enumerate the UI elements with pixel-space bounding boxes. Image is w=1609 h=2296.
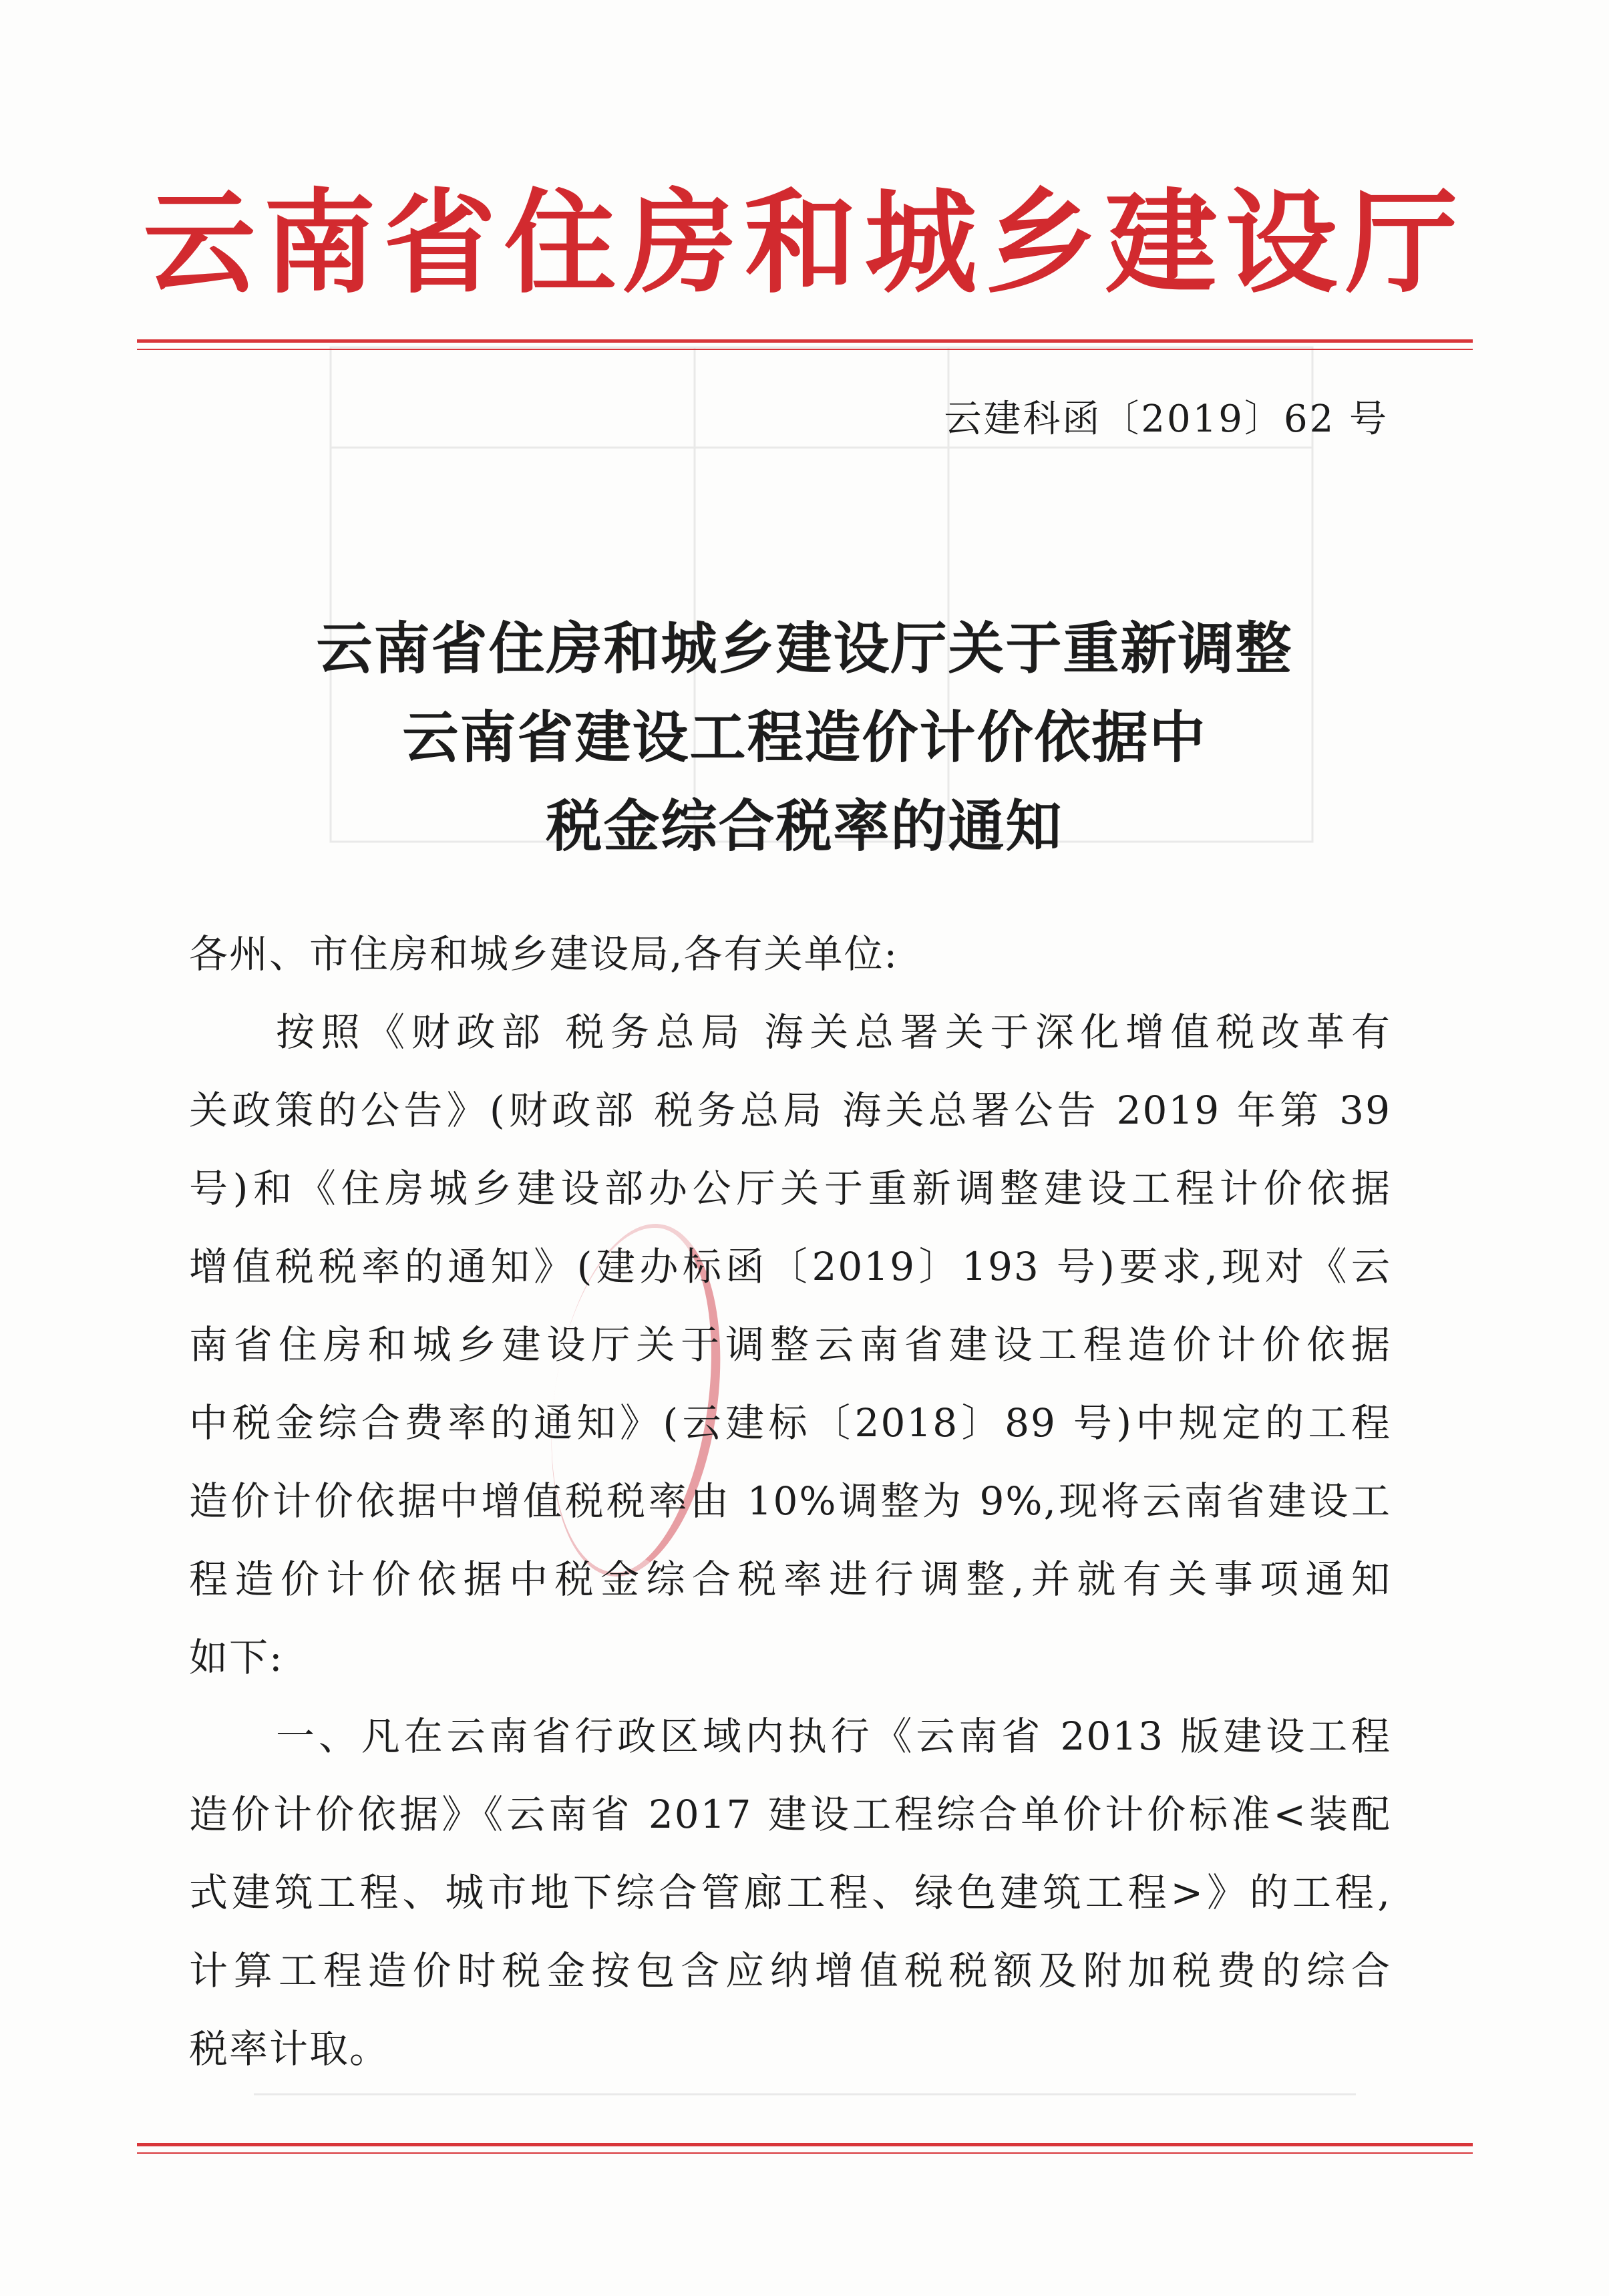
notice-title [0,605,1609,871]
document-number: 云建科函〔2019〕62 号 [944,397,1389,441]
paragraph-1 [189,993,1391,1697]
footer-rule-thin [137,2152,1473,2154]
paragraph-line: 造价计价依据中增值税税率由 10%调整为 9%,现将云南省建设工 [189,1478,1391,1524]
footer-rule-thick [137,2143,1473,2146]
paragraph-line: 式建筑工程、城市地下综合管廊工程、绿色建筑工程>》的工程, [189,1870,1391,1915]
title-line: 云南省住房和城乡建设厅关于重新调整 [316,616,1293,681]
paragraph-line: 南省住房和城乡建设厅关于调整云南省建设工程造价计价依据 [189,1322,1391,1367]
paragraph-line: 一、凡在云南省行政区域内执行《云南省 2013 版建设工程 [276,1713,1391,1759]
paragraph-line: 程造价计价依据中税金综合税率进行调整,并就有关事项通知 [189,1556,1391,1602]
salutation-text: 各州、市住房和城乡建设局,各有关单位: [189,931,898,977]
paragraph-line: 计算工程造价时税金按包含应纳增值税税额及附加税费的综合 [189,1948,1391,1993]
title-line: 税金综合税率的通知 [546,794,1063,859]
paragraph-line: 关政策的公告》(财政部 税务总局 海关总署公告 2019 年第 39 [189,1088,1391,1133]
paragraph-line: 中税金综合费率的通知》(云建标〔2018〕89 号)中规定的工程 [189,1400,1391,1446]
paragraph-2 [189,1697,1391,2088]
paragraph-line: 号)和《住房城乡建设部办公厅关于重新调整建设工程计价依据 [189,1166,1391,1211]
agency-masthead: 云南省住房和城乡建设厅 [143,178,1466,309]
paragraph-line: 按照《财政部 税务总局 海关总署关于深化增值税改革有 [276,1009,1391,1055]
salutation [189,915,1391,993]
masthead-rule-thin [137,349,1473,350]
paragraph-line: 税率计取。 [189,2026,390,2072]
title-line: 云南省建设工程造价计价依据中 [402,705,1207,770]
paragraph-line: 如下: [189,1635,284,1680]
masthead-rule-thick [137,339,1473,343]
paragraph-line: 造价计价依据》《云南省 2017 建设工程综合单价计价标准<装配 [189,1792,1391,1837]
paragraph-line: 增值税税率的通知》(建办标函〔2019〕193 号)要求,现对《云 [189,1244,1391,1289]
